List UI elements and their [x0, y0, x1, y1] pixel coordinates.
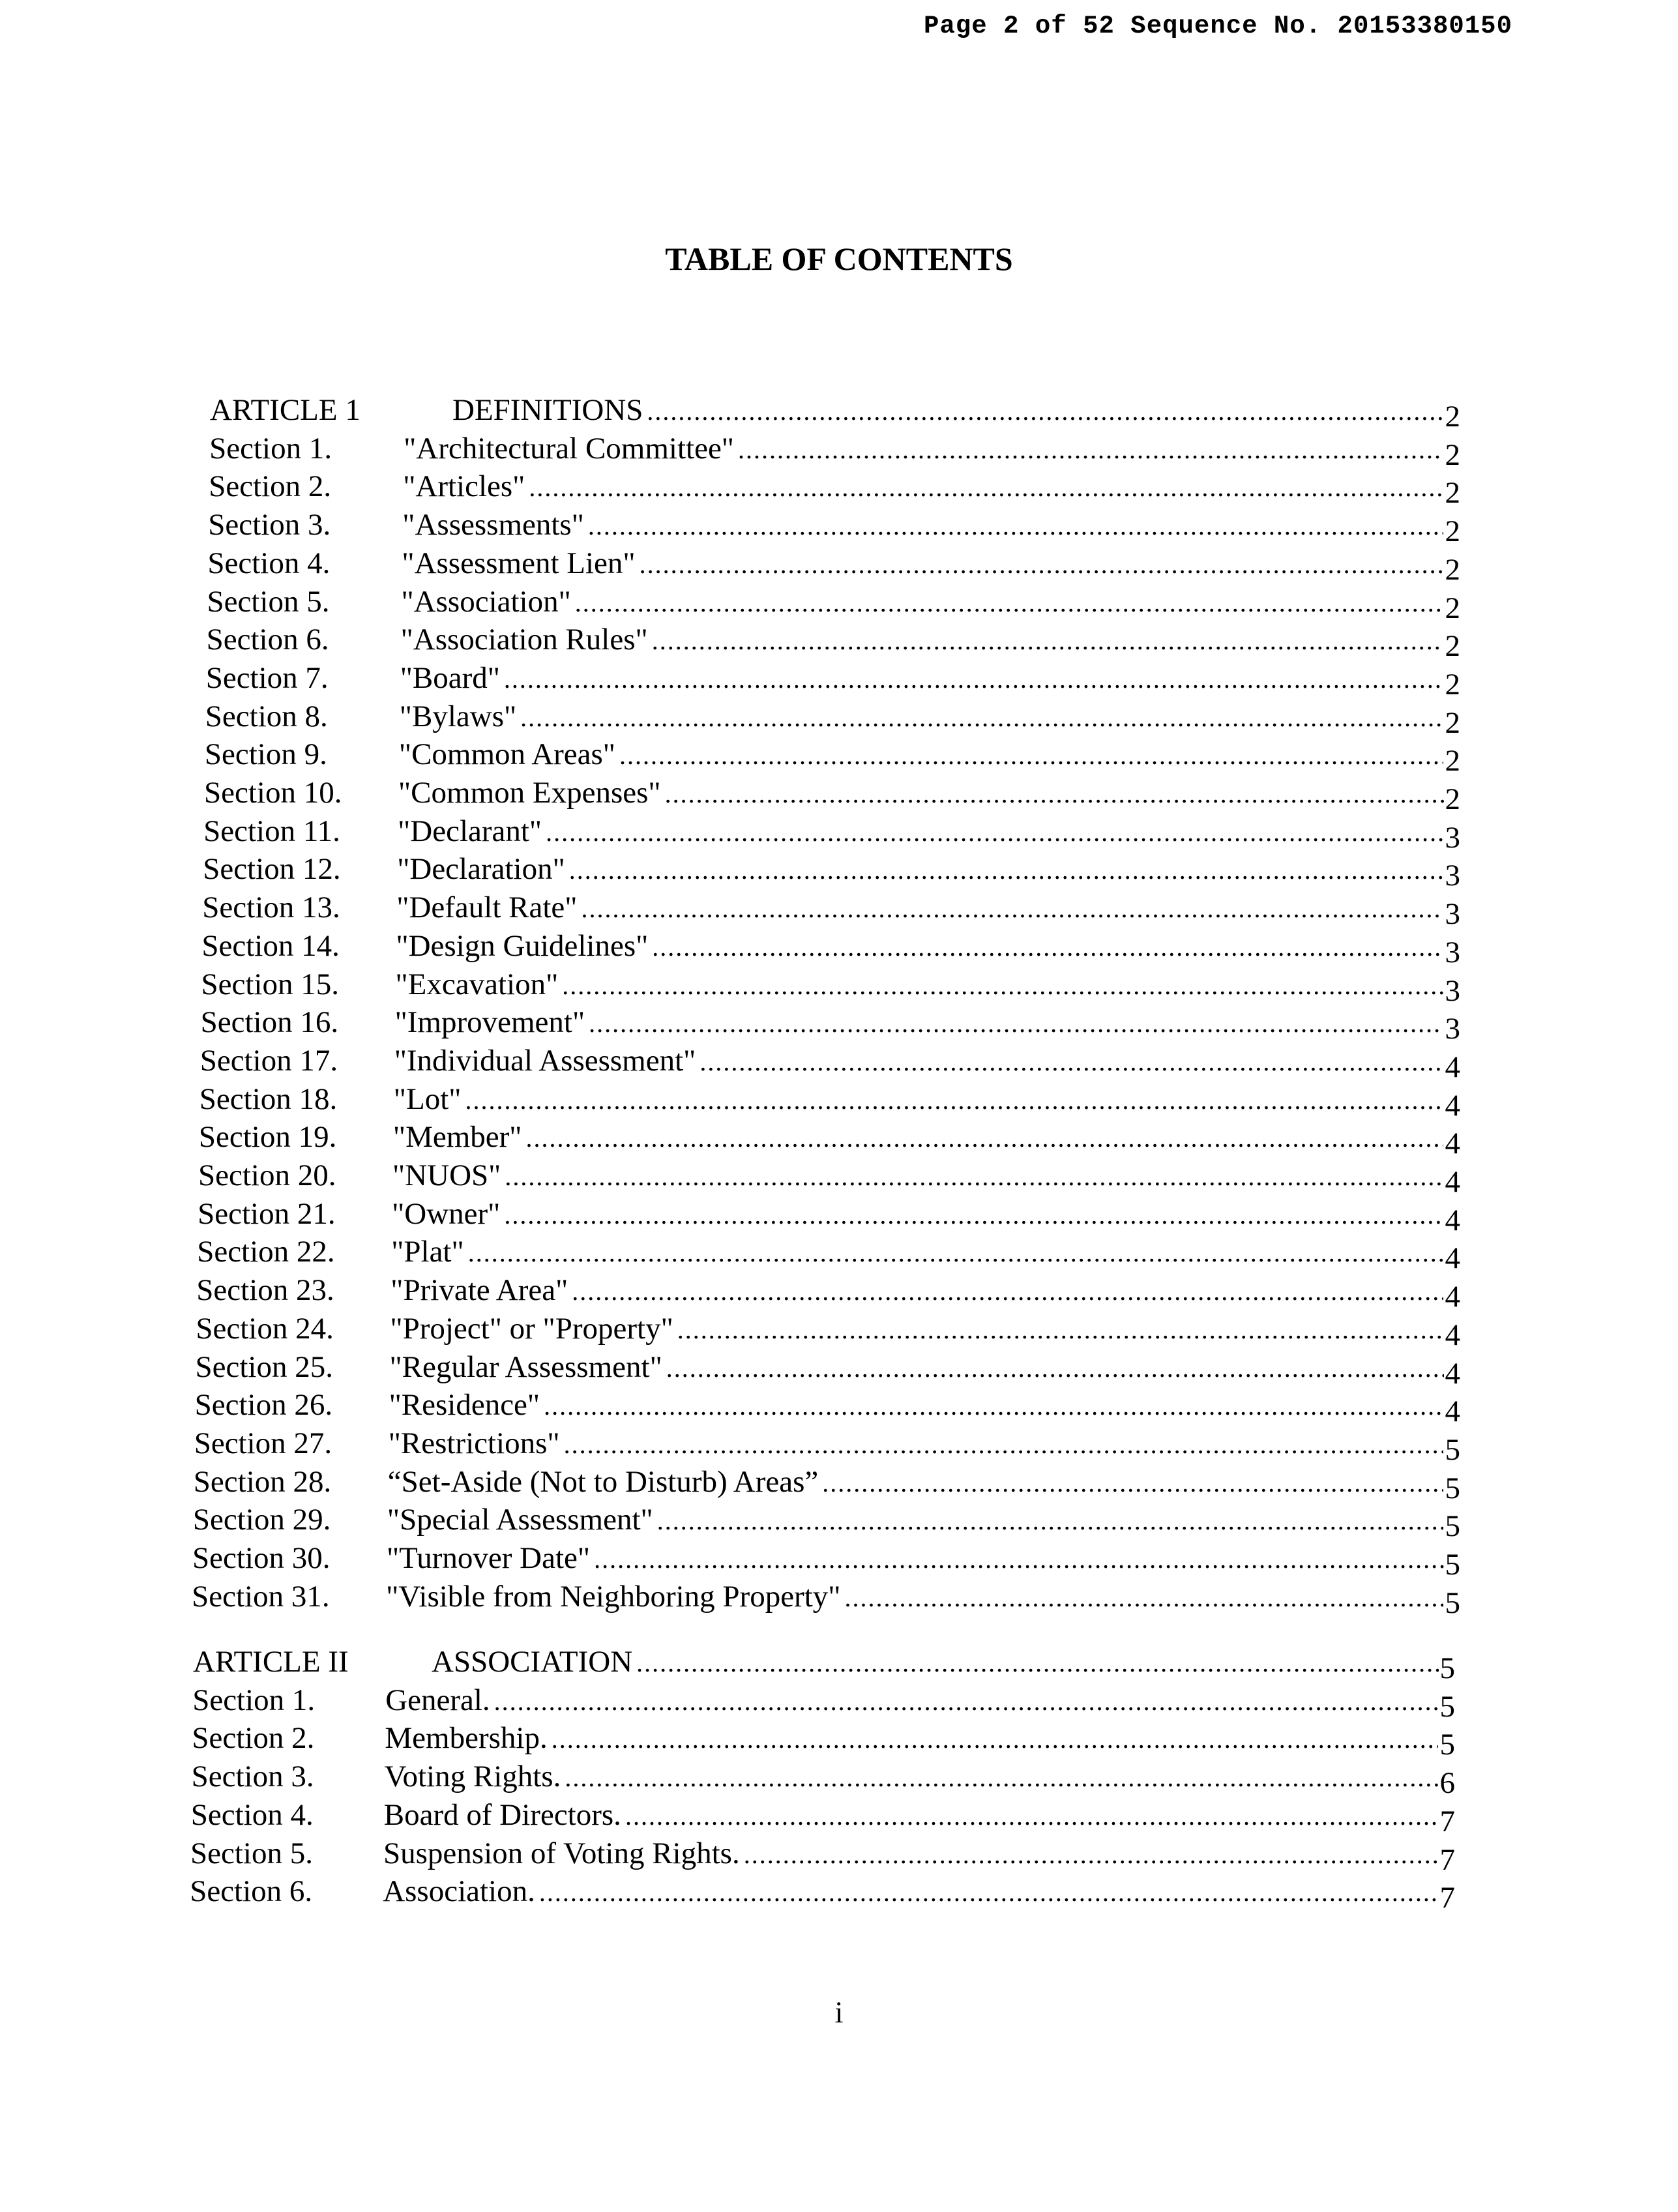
- toc-section-row: [0, 1042, 1678, 1084]
- toc-section-label: Section 25.: [195, 1349, 333, 1384]
- toc-entry-section: [392, 1118, 1460, 1161]
- toc-section-label: Section 21.: [198, 1196, 336, 1231]
- dot-leader: [665, 775, 1444, 813]
- toc-entry-section: [395, 966, 1461, 1008]
- toc-section-label: Section 24.: [196, 1311, 334, 1346]
- toc-section-row: [0, 1501, 1678, 1544]
- dot-leader: [619, 737, 1443, 774]
- toc-entry-section: [383, 1835, 1455, 1877]
- dot-leader: [565, 1759, 1438, 1797]
- toc-section-row: [0, 544, 1678, 587]
- toc-section-row: [0, 659, 1678, 701]
- dot-leader: [677, 1311, 1444, 1349]
- dot-leader: [575, 584, 1444, 622]
- dot-leader: [589, 1005, 1443, 1042]
- toc-section-row: [0, 1118, 1678, 1161]
- toc-section-row: [0, 1578, 1678, 1620]
- toc-entry-section: [384, 1758, 1455, 1801]
- toc-page-number: 4: [1445, 1241, 1460, 1276]
- toc-section-row: [0, 1386, 1678, 1429]
- toc-section-row: [0, 889, 1678, 932]
- toc-section-row: [0, 1348, 1678, 1391]
- dot-leader: [744, 1836, 1439, 1874]
- toc-section-title: "Architectural Committee": [404, 431, 734, 465]
- toc-section-label: Section 3.: [191, 1760, 314, 1794]
- toc-section-label: Section 22.: [197, 1235, 335, 1269]
- toc-section-title: Association.: [383, 1874, 535, 1909]
- toc-entry-section: [400, 621, 1460, 664]
- toc-entry-section: [386, 1578, 1460, 1620]
- toc-section-row: [0, 467, 1678, 510]
- toc-section-label: Section 23.: [196, 1273, 334, 1308]
- toc-section-title: "Bylaws": [399, 699, 517, 733]
- toc-section-row: [0, 1310, 1678, 1352]
- toc-section-row: [0, 583, 1678, 625]
- toc-section-title: "Board": [400, 660, 500, 695]
- dot-leader: [594, 1541, 1443, 1578]
- toc-page-number: 2: [1445, 591, 1460, 625]
- dot-leader: [699, 1043, 1443, 1081]
- toc-entry-section: [392, 1157, 1460, 1199]
- toc-entry-section: [383, 1796, 1455, 1838]
- toc-article-title: DEFINITIONS: [452, 393, 643, 427]
- toc-entry-section: [390, 1271, 1460, 1314]
- toc-section-label: Section 19.: [198, 1120, 337, 1155]
- toc-entry-section: [389, 1386, 1460, 1429]
- toc-section-row: [0, 1233, 1678, 1276]
- toc-section-row: [0, 1539, 1678, 1582]
- toc-page-number: 2: [1445, 744, 1460, 778]
- toc-section-title: "Declarant": [398, 814, 542, 848]
- toc-article-row: [0, 1643, 1678, 1685]
- page-title-text: TABLE OF CONTENTS: [665, 241, 1013, 277]
- toc-section-title: "Lot": [393, 1082, 462, 1116]
- toc-entry-section: [387, 1501, 1460, 1544]
- toc-section-label: Section 13.: [202, 891, 340, 925]
- toc-entry-section: [394, 1042, 1460, 1084]
- dot-leader: [504, 660, 1444, 698]
- toc-section-title: Suspension of Voting Rights.: [383, 1836, 740, 1870]
- toc-entry-section: [402, 506, 1460, 549]
- toc-section-label: Section 11.: [203, 814, 340, 848]
- toc-section-row: [0, 735, 1678, 778]
- toc-page-number: 3: [1445, 859, 1460, 893]
- toc-page-number: 5: [1439, 1651, 1455, 1685]
- toc-section-label: Section 4.: [190, 1797, 314, 1832]
- toc-entry-section: [389, 1348, 1461, 1391]
- toc-section-row: [0, 1003, 1678, 1046]
- dot-leader: [544, 1387, 1443, 1425]
- dot-leader: [564, 1426, 1444, 1464]
- dot-leader: [844, 1579, 1443, 1617]
- toc-entry-section: [383, 1872, 1455, 1915]
- toc-section-title: "Common Expenses": [398, 776, 661, 810]
- toc-section-row: [0, 430, 1678, 472]
- toc-section-label: Section 26.: [194, 1388, 333, 1423]
- toc-page-number: 4: [1445, 1050, 1460, 1084]
- toc-entry-section: [394, 1003, 1460, 1046]
- toc-section-title: "Residence": [389, 1388, 540, 1423]
- toc-section-label: Section 9.: [204, 737, 327, 772]
- toc-entry-section: [390, 1310, 1460, 1352]
- toc-entry-section: [396, 889, 1460, 932]
- toc-entry-section: [388, 1424, 1460, 1467]
- toc-entry-section: [392, 1195, 1460, 1237]
- toc-section-title: Membership.: [385, 1721, 548, 1756]
- dot-leader: [529, 469, 1443, 507]
- toc-entry-section: [397, 850, 1460, 893]
- toc-section-label: Section 28.: [193, 1464, 332, 1499]
- toc-entry-section: [396, 927, 1460, 969]
- toc-section-row: [0, 506, 1678, 549]
- toc-section-row: [0, 1796, 1678, 1838]
- toc-section-title: "Articles": [403, 469, 525, 504]
- toc-section-title: "Turnover Date": [387, 1541, 591, 1575]
- toc-entry-section: [400, 659, 1460, 701]
- toc-article-label: ARTICLE II: [193, 1645, 349, 1679]
- dot-leader: [581, 890, 1443, 928]
- toc-section-row: [0, 1719, 1678, 1762]
- toc-page-number: 5: [1445, 1585, 1460, 1620]
- toc-page-number: 4: [1445, 1280, 1460, 1314]
- toc-section-row: [0, 774, 1678, 816]
- toc-section-label: Section 5.: [207, 584, 330, 619]
- toc-page-number: 7: [1439, 1881, 1455, 1915]
- dot-leader: [588, 507, 1444, 545]
- toc-section-title: "Project" or "Property": [390, 1311, 673, 1346]
- toc-page-number: 7: [1439, 1804, 1455, 1838]
- toc-page-number: 3: [1445, 820, 1460, 855]
- toc-entry-section: [401, 583, 1461, 625]
- toc-section-title: "Assessment Lien": [402, 546, 636, 580]
- toc-page-number: 4: [1445, 1088, 1460, 1123]
- toc-page-number: 2: [1445, 552, 1460, 587]
- dot-leader: [465, 1082, 1443, 1119]
- toc-section-title: "Owner": [392, 1196, 501, 1231]
- dot-leader: [572, 1273, 1443, 1310]
- toc-section-label: Section 7.: [205, 660, 329, 695]
- toc-page-number: 3: [1445, 897, 1460, 932]
- toc-section-row: [0, 1195, 1678, 1237]
- toc-section-row: [0, 1271, 1678, 1314]
- toc-section-row: [0, 1872, 1678, 1915]
- toc-section-title: "Private Area": [390, 1273, 568, 1308]
- toc-section-title: "Common Areas": [398, 737, 615, 772]
- toc-section-row: [0, 1424, 1678, 1467]
- toc-section-title: "Regular Assessment": [389, 1349, 662, 1384]
- dot-leader: [525, 1119, 1443, 1157]
- dot-leader: [546, 814, 1443, 851]
- dot-leader: [640, 546, 1444, 583]
- dot-leader: [636, 1644, 1438, 1682]
- toc-page-number: 2: [1445, 476, 1460, 510]
- toc-section-label: Section 3.: [208, 508, 331, 542]
- toc-section-title: "Special Assessment": [387, 1503, 653, 1537]
- toc-section-label: Section 15.: [201, 967, 339, 1001]
- toc-section-label: Section 29.: [192, 1503, 331, 1537]
- dot-leader: [505, 1158, 1443, 1196]
- toc-section-row: [0, 966, 1678, 1008]
- toc-section-title: "Association": [401, 584, 571, 619]
- toc-page-number: 4: [1445, 1356, 1460, 1391]
- toc-section-title: "Restrictions": [388, 1426, 560, 1460]
- toc-entry-section: [399, 698, 1460, 740]
- page-sequence-stamp: Page 2 of 52 Sequence No. 20153380150: [924, 12, 1512, 40]
- toc-entry-article: [452, 391, 1460, 434]
- dot-leader: [520, 699, 1443, 737]
- toc-section-title: "Declaration": [397, 852, 565, 887]
- toc-section-title: "Individual Assessment": [394, 1043, 696, 1078]
- toc-page-number: 4: [1445, 1203, 1460, 1237]
- toc-page-number: 2: [1445, 437, 1460, 472]
- toc-page-number: 5: [1445, 1548, 1460, 1582]
- toc-section-row: [0, 850, 1678, 893]
- toc-section-label: Section 31.: [192, 1579, 330, 1614]
- toc-section-row: [0, 698, 1678, 740]
- toc-entry-section: [403, 467, 1460, 510]
- toc-section-row: [0, 621, 1678, 664]
- toc-entry-article: [432, 1643, 1455, 1685]
- page-title: [0, 240, 1678, 278]
- toc-section-title: General.: [385, 1683, 490, 1717]
- toc-section-title: "Association Rules": [400, 623, 648, 657]
- toc-section-title: "Member": [392, 1120, 522, 1155]
- toc-entry-section: [387, 1463, 1460, 1505]
- toc-section-label: Section 1.: [209, 431, 332, 465]
- toc-section-row: [0, 1080, 1678, 1123]
- toc-entry-section: [393, 1080, 1460, 1123]
- toc-section-title: "Excavation": [395, 967, 559, 1001]
- toc-page-number: 2: [1445, 514, 1460, 549]
- toc-page-number: 5: [1445, 1471, 1460, 1505]
- dot-leader: [652, 622, 1444, 660]
- dot-leader: [468, 1234, 1444, 1272]
- toc-page-number: 5: [1445, 1432, 1460, 1467]
- toc-page-number: 5: [1439, 1689, 1455, 1724]
- toc-section-row: [0, 927, 1678, 969]
- toc-page-number: 4: [1445, 1318, 1460, 1352]
- toc-page-number: 6: [1439, 1766, 1455, 1801]
- toc-entry-section: [398, 735, 1460, 778]
- toc-section-row: [0, 1463, 1678, 1505]
- toc-page-number: 2: [1445, 629, 1460, 664]
- toc-page-number: 2: [1445, 667, 1460, 701]
- toc-page-number: 5: [1439, 1728, 1455, 1762]
- toc-section-label: Section 6.: [190, 1874, 313, 1909]
- toc-entry-section: [387, 1539, 1460, 1582]
- toc-section-label: Section 6.: [206, 623, 329, 657]
- dot-leader: [552, 1720, 1439, 1758]
- toc-section-title: “Set-Aside (Not to Disturb) Areas”: [387, 1464, 819, 1499]
- dot-leader: [666, 1349, 1444, 1387]
- toc-section-label: Section 10.: [204, 776, 342, 810]
- toc-entry-section: [391, 1233, 1460, 1276]
- toc-article-title: ASSOCIATION: [432, 1645, 633, 1679]
- toc-article-row: [0, 391, 1678, 434]
- toc-section-label: Section 20.: [198, 1158, 336, 1192]
- toc-section-label: Section 17.: [199, 1043, 338, 1078]
- toc-section-row: [0, 1681, 1678, 1724]
- toc-page-number: 7: [1439, 1842, 1455, 1877]
- toc-section-label: Section 30.: [192, 1541, 331, 1575]
- toc-page-number: 2: [1445, 782, 1460, 816]
- toc-article-label: ARTICLE 1: [210, 393, 361, 427]
- toc-section-row: [0, 1758, 1678, 1801]
- toc-section-label: Section 5.: [190, 1836, 313, 1870]
- toc-page-number: 4: [1445, 1394, 1460, 1429]
- toc-section-label: Section 2.: [209, 469, 332, 504]
- toc-page-number: 3: [1445, 935, 1460, 969]
- dot-leader: [822, 1464, 1443, 1502]
- toc-section-title: "Visible from Neighboring Property": [386, 1579, 841, 1614]
- toc-page-number: 2: [1445, 400, 1460, 434]
- toc-section-label: Section 18.: [199, 1082, 338, 1116]
- toc-entry-section: [398, 812, 1460, 855]
- toc-section-title: "Default Rate": [396, 891, 578, 925]
- toc-section-title: "Plat": [391, 1235, 464, 1269]
- toc-entry-section: [385, 1681, 1455, 1724]
- toc-page-number: 3: [1445, 973, 1460, 1008]
- dot-leader: [504, 1196, 1443, 1234]
- dot-leader: [539, 1874, 1439, 1911]
- toc-entry-section: [402, 544, 1460, 587]
- toc-section-title: Voting Rights.: [384, 1760, 561, 1794]
- dot-leader: [652, 928, 1443, 966]
- toc-section-title: "Improvement": [394, 1005, 585, 1040]
- toc-section-label: Section 1.: [192, 1683, 316, 1717]
- toc-section-label: Section 4.: [207, 546, 331, 580]
- toc-page-number: 3: [1445, 1012, 1460, 1046]
- toc-section-label: Section 12.: [203, 852, 341, 887]
- footer-page-number: i: [834, 1996, 844, 2029]
- toc-entry-section: [385, 1719, 1455, 1762]
- toc-section-title: "NUOS": [392, 1158, 501, 1192]
- toc-page-number: 4: [1445, 1127, 1460, 1161]
- toc-section-label: Section 16.: [200, 1005, 339, 1040]
- dot-leader: [569, 851, 1444, 889]
- toc-entry-section: [398, 774, 1460, 816]
- toc-section-title: "Design Guidelines": [396, 928, 649, 963]
- dot-leader: [562, 967, 1443, 1005]
- toc-section-label: Section 8.: [205, 699, 328, 733]
- toc-section-label: Section 14.: [201, 928, 340, 963]
- dot-leader: [625, 1797, 1439, 1835]
- dot-leader: [657, 1502, 1444, 1540]
- dot-leader: [494, 1683, 1439, 1720]
- toc-section-title: Board of Directors.: [383, 1797, 621, 1832]
- toc-section-row: [0, 1157, 1678, 1199]
- dot-leader: [738, 431, 1443, 469]
- dot-leader: [647, 392, 1443, 430]
- toc-entry-section: [404, 430, 1460, 472]
- toc-section-row: [0, 812, 1678, 855]
- toc-section-title: "Assessments": [402, 508, 584, 542]
- toc-page-number: 2: [1445, 705, 1460, 740]
- toc-page-number: 5: [1445, 1509, 1460, 1544]
- toc-section-label: Section 27.: [194, 1426, 332, 1460]
- toc-section-row: [0, 1835, 1678, 1877]
- toc-page-number: 4: [1445, 1165, 1460, 1199]
- toc-section-label: Section 2.: [192, 1721, 315, 1756]
